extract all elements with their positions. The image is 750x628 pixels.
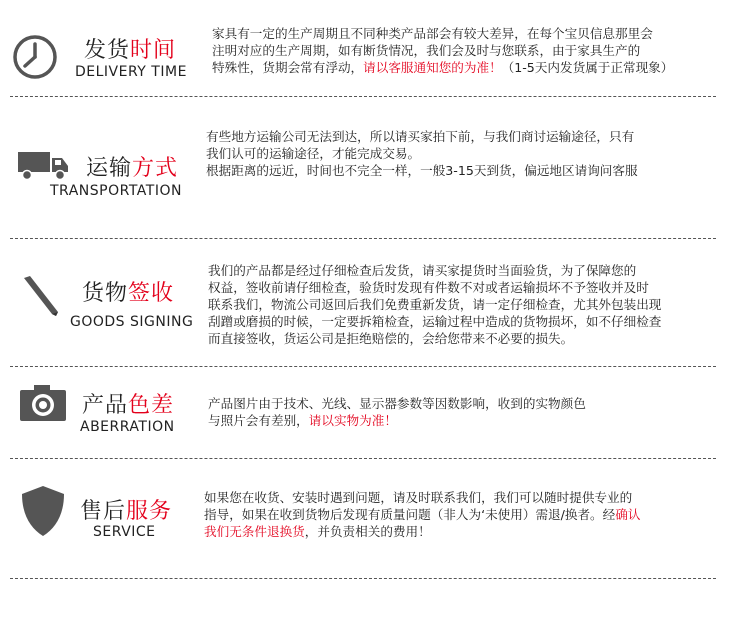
section-delivery-time — [0, 0, 750, 100]
section-subtitle: ABERRATION — [80, 419, 175, 435]
body-line — [212, 25, 742, 42]
section-body — [204, 489, 744, 540]
body-line — [212, 42, 742, 59]
body-line — [206, 162, 741, 179]
section-subtitle: DELIVERY TIME — [75, 64, 187, 80]
highlight-text: 确认 — [615, 507, 641, 522]
body-text: 而直接签收，货运公司是拒绝赔偿的，会给您带来不必要的损失。 — [208, 331, 574, 346]
title-black: 产品 — [82, 393, 129, 418]
section-aberration — [0, 370, 750, 460]
body-line — [208, 395, 743, 412]
body-line — [208, 279, 743, 296]
title-black: 售后 — [80, 499, 127, 524]
shield-icon — [20, 484, 66, 538]
body-text: 我们的产品都是经过仔细检查后发货，请买家提货时当面验货，为了保障您的 — [208, 263, 637, 278]
body-text: 家具有一定的生产周期且不同种类产品部会有较大差异，在每个宝贝信息那里会 — [212, 26, 653, 41]
section-body — [212, 25, 742, 76]
highlight-text: 请以客服通知您的为准！ — [363, 60, 502, 75]
divider — [10, 96, 716, 97]
divider — [10, 458, 716, 459]
body-text: 与照片会有差别， — [208, 413, 309, 428]
section-transportation — [0, 100, 750, 240]
body-line — [204, 506, 744, 523]
clock-icon — [12, 34, 58, 80]
body-text: ，并负责相关的费用！ — [304, 524, 431, 539]
section-subtitle: TRANSPORTATION — [50, 183, 182, 199]
title-red: 方式 — [132, 156, 179, 181]
section-goods-signing — [0, 240, 750, 370]
section-title — [82, 276, 174, 307]
body-text: 有些地方运输公司无法到达，所以请买家拍下前，与我们商讨运输途径，只有 — [206, 129, 635, 144]
body-text: 特殊性，货期会常有浮动， — [212, 60, 364, 75]
body-text: 如果您在收货、安装时遇到问题，请及时联系我们，我们可以随时提供专业的 — [204, 490, 633, 505]
highlight-text: 请以实物为准！ — [308, 413, 397, 428]
body-line — [208, 313, 743, 330]
title-red: 签收 — [128, 281, 175, 306]
camera-icon — [20, 385, 66, 421]
title-black: 货物 — [82, 281, 129, 306]
section-body — [208, 395, 743, 429]
title-black: 发货 — [84, 38, 131, 63]
body-text: （1-5天内发货属于正常现象） — [501, 60, 674, 75]
body-line — [208, 412, 743, 429]
truck-icon — [18, 150, 70, 180]
body-text: 根据距离的远近，时间也不完全一样，一般3-15天到货，偏远地区请询问客服 — [206, 163, 638, 178]
body-text: 注明对应的生产周期，如有断货情况，我们会及时与您联系，由于家具生产的 — [212, 43, 641, 58]
body-line — [206, 128, 741, 145]
section-service — [0, 460, 750, 590]
section-title — [84, 33, 176, 64]
body-line — [212, 59, 742, 76]
divider — [10, 366, 716, 367]
section-subtitle: GOODS SIGNING — [70, 314, 194, 330]
body-text: 产品图片由于技术、光线、显示器参数等因数影响，收到的实物颜色 — [208, 396, 586, 411]
title-black: 运输 — [86, 156, 133, 181]
section-body — [206, 128, 741, 179]
divider — [10, 578, 716, 579]
divider — [10, 238, 716, 239]
section-title — [86, 151, 178, 182]
section-body — [208, 262, 743, 347]
body-line — [206, 145, 741, 162]
section-title — [80, 494, 172, 525]
body-text: 刮蹭或磨损的时候，一定要拆箱检查，运输过程中造成的货物损坏，如不仔细检查 — [208, 314, 662, 329]
body-line — [208, 296, 743, 313]
pen-icon — [20, 274, 60, 318]
title-red: 色差 — [128, 393, 175, 418]
section-subtitle: SERVICE — [93, 524, 156, 540]
body-text: 指导，如果在收到货物后发现有质量问题（非人为‘未使用）需退/换者。经 — [204, 507, 616, 522]
body-line — [204, 523, 744, 540]
title-red: 时间 — [130, 38, 177, 63]
section-title — [82, 388, 174, 419]
body-line — [208, 262, 743, 279]
highlight-text: 我们无条件退换货 — [204, 524, 305, 539]
body-line — [208, 330, 743, 347]
body-text: 我们认可的运输途径，才能完成交易。 — [206, 146, 421, 161]
body-text: 联系我们，物流公司返回后我们免费重新发货，请一定仔细检查，尤其外包装出现 — [208, 297, 662, 312]
body-text: 权益，签收前请仔细检查，验货时发现有件数不对或者运输损坏不予签收并及时 — [208, 280, 649, 295]
title-red: 服务 — [126, 499, 173, 524]
body-line — [204, 489, 744, 506]
